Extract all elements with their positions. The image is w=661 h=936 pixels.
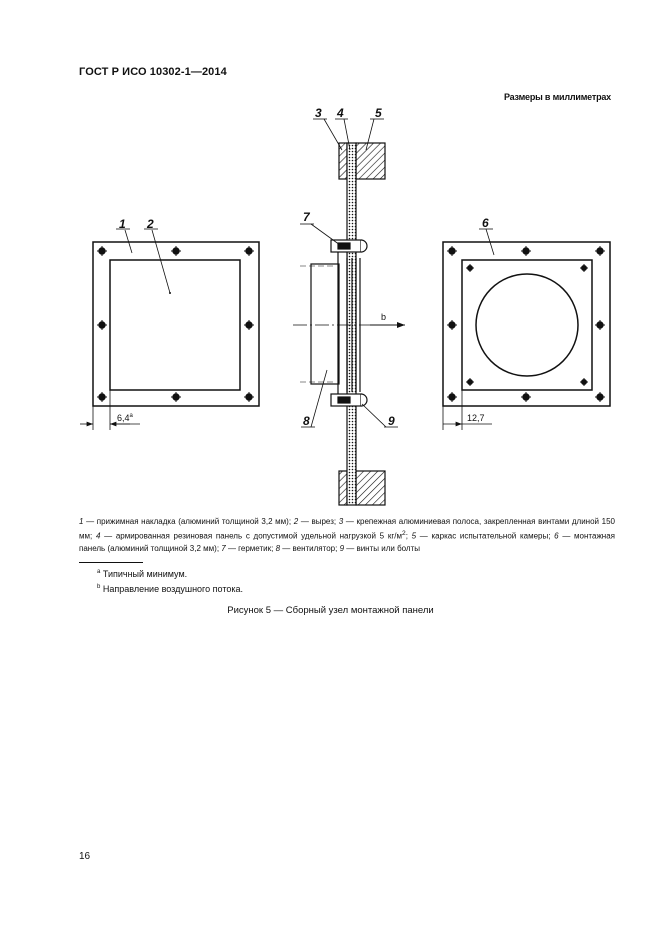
flow-label: b [381,312,387,322]
bolt-bottom [331,394,367,406]
legend-8-num: 8 [275,543,281,553]
legend-4-sup: 2 [401,530,406,537]
legend-4-text: — армированная резиновая панель с допустимой удельной нагрузкой 5 кг/м [100,531,402,541]
legend-2-num: 2 [293,517,299,526]
bolt-top [331,240,367,252]
bolt-holes-left [97,246,254,402]
clamp-strip-top [339,143,347,179]
label-3: 3 [315,106,322,120]
footnote-a-mark: a [97,569,101,575]
label-8: 8 [303,414,310,428]
footnote-a-text: Типичный минимум. [102,569,188,579]
bolt-holes-right [447,246,605,402]
test-chamber-frame-bottom [356,471,385,505]
footnote-b-text: Направление воздушного потока. [102,584,243,594]
figure-title: Рисунок 5 — Сборный узел монтажной панели [227,605,434,616]
legend-4-num: 4 [95,531,101,541]
legend-4-end: ; [405,531,412,541]
legend-7-text: — герметик; [225,543,276,553]
cutout-outline [110,260,240,390]
footnote-a [97,566,243,581]
leader-7 [311,224,340,245]
document-header: ГОСТ Р ИСО 10302-1—2014 [79,66,227,78]
dimension-left [80,390,140,430]
right-view-mounting-panel [443,216,610,430]
test-chamber-frame-top [356,143,385,179]
footnote-divider [79,562,143,563]
dimension-left-value: 6,4$^a$ [117,413,133,423]
leader-8 [311,370,327,427]
page-number: 16 [79,851,91,862]
label-5: 5 [375,106,382,120]
legend-1-num: 1 [79,517,84,526]
legend-5-text: — каркас испытательной камеры; [416,531,555,541]
legend-8-text: — вентилятор; [280,543,340,553]
figure-legend [79,516,615,555]
label-4: 4 [337,106,344,120]
legend-1-text: — прижимная накладка (алюминий толщиной 3,2 мм); [83,517,294,526]
footnote-b [97,581,243,596]
legend-3-num: 3 [338,517,344,526]
fan-opening [476,274,578,376]
footnote-b-mark: b [97,584,101,590]
legend-6-num: 6 [554,531,559,541]
left-view-clamp-plate [80,217,259,430]
label-7: 7 [303,210,310,224]
units-note: Размеры в миллиметрах [503,92,611,102]
label-2: 2 [147,217,154,231]
legend-3-text: — крепежная алюминиевая полоса, закрепленная винтами длиной 150 мм; [79,517,616,541]
footnotes [97,566,243,596]
leader-3 [324,119,342,150]
label-9: 9 [388,414,395,428]
clamp-plate-outline [93,242,259,406]
legend-2-text: — вырез; [298,517,339,526]
label-6: 6 [482,216,489,230]
inner-frame-outline [462,260,592,390]
label-1: 1 [119,217,126,231]
legend-9-num: 9 [339,543,345,553]
center-section-view [293,106,405,505]
legend-9-text: — винты или болты [344,543,420,553]
legend-6-text: — монтажная панель (алюминий толщиной 3,2 мм); [79,531,615,553]
leader-9 [362,404,386,427]
legend-7-num: 7 [221,543,226,553]
dimension-right-value: 12,7 [467,413,485,423]
leader-2 [152,230,170,293]
legend-5-num: 5 [411,531,417,541]
clamp-strip-bottom [339,471,347,505]
